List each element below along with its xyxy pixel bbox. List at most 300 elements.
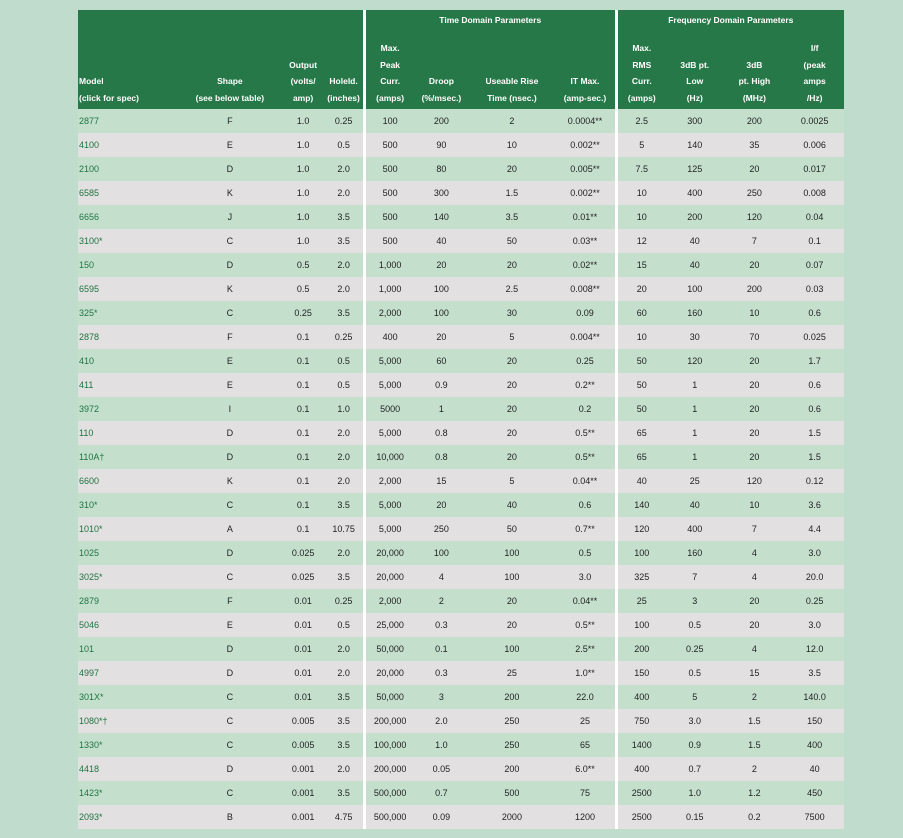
cell-model[interactable]: 6600 — [78, 469, 178, 493]
cell-rise: 20 — [469, 421, 556, 445]
cell-it: 0.002** — [555, 133, 616, 157]
cell-high: 10 — [724, 493, 786, 517]
cell-model[interactable]: 6595 — [78, 277, 178, 301]
cell-holeld: 2.0 — [324, 421, 364, 445]
cell-low: 5 — [666, 685, 724, 709]
cell-peak: 500 — [364, 205, 414, 229]
cell-peak: 100,000 — [364, 733, 414, 757]
cell-holeld: 10.75 — [324, 517, 364, 541]
cell-high: 20 — [724, 349, 786, 373]
cell-output: 0.1 — [282, 445, 324, 469]
cell-rms: 2.5 — [616, 109, 666, 133]
cell-rise: 250 — [469, 709, 556, 733]
cell-it: 0.5** — [555, 445, 616, 469]
column-header-line: (volts/ — [290, 76, 316, 86]
cell-holeld: 3.5 — [324, 565, 364, 589]
cell-high: 20 — [724, 397, 786, 421]
cell-if: 1.5 — [785, 421, 844, 445]
cell-output: 0.1 — [282, 493, 324, 517]
cell-shape: C — [178, 301, 282, 325]
cell-rms: 150 — [616, 661, 666, 685]
cell-high: 4 — [724, 541, 786, 565]
cell-low: 0.25 — [666, 637, 724, 661]
cell-high: 0.2 — [724, 805, 786, 829]
cell-shape: D — [178, 661, 282, 685]
cell-it: 0.04** — [555, 589, 616, 613]
table-row — [78, 421, 844, 445]
cell-peak: 5,000 — [364, 493, 414, 517]
cell-if: 4.4 — [785, 517, 844, 541]
table-row — [78, 805, 844, 829]
cell-low: 0.5 — [666, 661, 724, 685]
column-header-shape — [178, 30, 282, 109]
cell-model[interactable]: 1423* — [78, 781, 178, 805]
cell-shape: E — [178, 373, 282, 397]
cell-peak: 25,000 — [364, 613, 414, 637]
column-header-holeld — [324, 30, 364, 109]
table-row — [78, 349, 844, 373]
cell-rms: 40 — [616, 469, 666, 493]
cell-rms: 325 — [616, 565, 666, 589]
table-row — [78, 469, 844, 493]
cell-shape: C — [178, 709, 282, 733]
cell-rms: 100 — [616, 541, 666, 565]
cell-droop: 60 — [414, 349, 468, 373]
cell-rms: 50 — [616, 397, 666, 421]
table-row — [78, 565, 844, 589]
cell-high: 120 — [724, 205, 786, 229]
cell-output: 0.25 — [282, 301, 324, 325]
table-row — [78, 205, 844, 229]
column-header-if — [785, 30, 844, 109]
table-row — [78, 637, 844, 661]
column-header-line: amp) — [292, 92, 314, 103]
cell-rms: 400 — [616, 757, 666, 781]
group-header-frequency-domain: Frequency Domain Parameters — [616, 10, 844, 30]
cell-low: 30 — [666, 325, 724, 349]
cell-droop: 300 — [414, 181, 468, 205]
cell-droop: 20 — [414, 493, 468, 517]
cell-droop: 200 — [414, 109, 468, 133]
cell-high: 200 — [724, 109, 786, 133]
cell-rms: 100 — [616, 613, 666, 637]
cell-model[interactable]: 2879 — [78, 589, 178, 613]
cell-low: 1 — [666, 445, 724, 469]
column-header-line: Max. — [632, 43, 652, 53]
cell-if: 400 — [785, 733, 844, 757]
cell-low: 160 — [666, 541, 724, 565]
cell-it: 3.0 — [555, 565, 616, 589]
column-header-line: Model — [79, 76, 104, 86]
cell-rms: 65 — [616, 421, 666, 445]
cell-output: 0.01 — [282, 613, 324, 637]
cell-model[interactable]: 310* — [78, 493, 178, 517]
column-header-line: 3dB pt. — [680, 59, 710, 70]
cell-high: 1.2 — [724, 781, 786, 805]
cell-rise: 100 — [469, 541, 556, 565]
cell-model[interactable]: 325* — [78, 301, 178, 325]
cell-shape: C — [178, 229, 282, 253]
cell-it: 65 — [555, 733, 616, 757]
cell-output: 0.1 — [282, 325, 324, 349]
cell-if: 0.6 — [785, 397, 844, 421]
current-monitor-spec-table — [78, 10, 844, 829]
cell-peak: 50,000 — [364, 637, 414, 661]
cell-if: 3.0 — [785, 541, 844, 565]
cell-droop: 100 — [414, 541, 468, 565]
cell-model[interactable]: 5046 — [78, 613, 178, 637]
cell-rms: 200 — [616, 637, 666, 661]
cell-model[interactable]: 2093* — [78, 805, 178, 829]
cell-model[interactable]: 150 — [78, 253, 178, 277]
cell-low: 0.5 — [666, 613, 724, 637]
cell-holeld: 0.5 — [324, 373, 364, 397]
cell-droop: 250 — [414, 517, 468, 541]
cell-rise: 20 — [469, 397, 556, 421]
column-header-line: (amp-sec.) — [563, 92, 607, 103]
cell-rise: 20 — [469, 589, 556, 613]
cell-rms: 140 — [616, 493, 666, 517]
table-row — [78, 685, 844, 709]
cell-low: 400 — [666, 517, 724, 541]
cell-it: 0.25 — [555, 349, 616, 373]
cell-model[interactable]: 3972 — [78, 397, 178, 421]
table-row — [78, 181, 844, 205]
cell-peak: 500 — [364, 157, 414, 181]
cell-holeld: 2.0 — [324, 157, 364, 181]
cell-it: 0.0004** — [555, 109, 616, 133]
cell-holeld: 3.5 — [324, 205, 364, 229]
cell-if: 450 — [785, 781, 844, 805]
column-header-line: /Hz) — [806, 92, 823, 103]
cell-it: 0.6 — [555, 493, 616, 517]
cell-shape: C — [178, 685, 282, 709]
cell-it: 0.04** — [555, 469, 616, 493]
cell-output: 0.1 — [282, 349, 324, 373]
cell-droop: 4 — [414, 565, 468, 589]
cell-model[interactable]: 110A† — [78, 445, 178, 469]
cell-peak: 500,000 — [364, 781, 414, 805]
cell-if: 0.0025 — [785, 109, 844, 133]
cell-model[interactable]: 2100 — [78, 157, 178, 181]
cell-shape: E — [178, 613, 282, 637]
cell-peak: 500,000 — [364, 805, 414, 829]
cell-rms: 50 — [616, 373, 666, 397]
cell-model[interactable]: 1025 — [78, 541, 178, 565]
cell-model[interactable]: 1330* — [78, 733, 178, 757]
cell-low: 100 — [666, 277, 724, 301]
cell-high: 10 — [724, 301, 786, 325]
cell-rise: 25 — [469, 661, 556, 685]
cell-it: 0.005** — [555, 157, 616, 181]
column-header-line: amps — [803, 76, 826, 86]
cell-model[interactable]: 4997 — [78, 661, 178, 685]
cell-it: 0.7** — [555, 517, 616, 541]
cell-holeld: 0.5 — [324, 133, 364, 157]
cell-peak: 500 — [364, 181, 414, 205]
cell-if: 7500 — [785, 805, 844, 829]
cell-rms: 10 — [616, 325, 666, 349]
cell-output: 1.0 — [282, 109, 324, 133]
cell-output: 0.01 — [282, 637, 324, 661]
column-header-line: Curr. — [380, 76, 401, 86]
cell-droop: 15 — [414, 469, 468, 493]
cell-low: 7 — [666, 565, 724, 589]
cell-if: 0.017 — [785, 157, 844, 181]
cell-model[interactable]: 1080*† — [78, 709, 178, 733]
cell-holeld: 2.0 — [324, 445, 364, 469]
cell-holeld: 0.5 — [324, 613, 364, 637]
cell-rms: 7.5 — [616, 157, 666, 181]
cell-it: 6.0** — [555, 757, 616, 781]
cell-peak: 200,000 — [364, 757, 414, 781]
cell-high: 35 — [724, 133, 786, 157]
cell-model[interactable]: 4100 — [78, 133, 178, 157]
table-row — [78, 229, 844, 253]
cell-model[interactable]: 1010* — [78, 517, 178, 541]
column-header-line: (click for spec) — [79, 92, 139, 103]
cell-output: 1.0 — [282, 229, 324, 253]
cell-it: 25 — [555, 709, 616, 733]
cell-if: 0.008 — [785, 181, 844, 205]
column-header-line: Useable Rise — [485, 76, 539, 86]
column-header-line: (%/msec.) — [421, 92, 462, 103]
cell-rise: 40 — [469, 493, 556, 517]
cell-it: 75 — [555, 781, 616, 805]
column-header-high — [724, 30, 786, 109]
cell-rise: 50 — [469, 517, 556, 541]
cell-it: 22.0 — [555, 685, 616, 709]
cell-peak: 1,000 — [364, 253, 414, 277]
cell-it: 0.03** — [555, 229, 616, 253]
cell-if: 0.12 — [785, 469, 844, 493]
cell-peak: 20,000 — [364, 541, 414, 565]
table-row — [78, 757, 844, 781]
cell-peak: 5,000 — [364, 349, 414, 373]
cell-rise: 20 — [469, 373, 556, 397]
cell-high: 1.5 — [724, 709, 786, 733]
cell-output: 0.001 — [282, 757, 324, 781]
cell-it: 0.02** — [555, 253, 616, 277]
cell-rms: 60 — [616, 301, 666, 325]
cell-droop: 0.8 — [414, 445, 468, 469]
column-header-line: Output — [289, 59, 318, 70]
cell-model[interactable]: 2877 — [78, 109, 178, 133]
cell-rise: 1.5 — [469, 181, 556, 205]
table-row — [78, 445, 844, 469]
cell-low: 140 — [666, 133, 724, 157]
cell-holeld: 1.0 — [324, 397, 364, 421]
cell-high: 200 — [724, 277, 786, 301]
cell-output: 0.1 — [282, 373, 324, 397]
cell-output: 0.005 — [282, 709, 324, 733]
cell-high: 7 — [724, 517, 786, 541]
cell-high: 20 — [724, 613, 786, 637]
cell-model[interactable]: 410 — [78, 349, 178, 373]
column-header-line: (MHz) — [742, 92, 766, 103]
table-row — [78, 253, 844, 277]
column-header-line: Curr. — [631, 76, 652, 86]
table-row — [78, 157, 844, 181]
cell-low: 40 — [666, 493, 724, 517]
cell-peak: 100 — [364, 109, 414, 133]
cell-holeld: 2.0 — [324, 757, 364, 781]
cell-holeld: 2.0 — [324, 637, 364, 661]
table-row — [78, 781, 844, 805]
cell-holeld: 0.5 — [324, 349, 364, 373]
cell-model[interactable]: 4418 — [78, 757, 178, 781]
cell-droop: 0.3 — [414, 613, 468, 637]
cell-shape: F — [178, 589, 282, 613]
cell-shape: E — [178, 349, 282, 373]
cell-model[interactable]: 2878 — [78, 325, 178, 349]
cell-peak: 500 — [364, 229, 414, 253]
cell-droop: 0.8 — [414, 421, 468, 445]
cell-peak: 1,000 — [364, 277, 414, 301]
column-header-line: Shape — [217, 76, 243, 86]
cell-rms: 5 — [616, 133, 666, 157]
cell-rms: 400 — [616, 685, 666, 709]
cell-if: 0.025 — [785, 325, 844, 349]
cell-low: 3 — [666, 589, 724, 613]
cell-droop: 0.05 — [414, 757, 468, 781]
column-header-line: IT Max. — [570, 76, 600, 86]
cell-peak: 2,000 — [364, 469, 414, 493]
group-header-blank — [78, 10, 364, 30]
cell-if: 0.1 — [785, 229, 844, 253]
cell-output: 0.1 — [282, 421, 324, 445]
cell-droop: 0.09 — [414, 805, 468, 829]
cell-model[interactable]: 6656 — [78, 205, 178, 229]
cell-peak: 5000 — [364, 397, 414, 421]
cell-droop: 3 — [414, 685, 468, 709]
cell-it: 0.2** — [555, 373, 616, 397]
cell-droop: 2 — [414, 589, 468, 613]
table-body — [78, 109, 844, 829]
column-header-line: Peak — [380, 59, 401, 70]
cell-rise: 20 — [469, 613, 556, 637]
table-row — [78, 709, 844, 733]
column-header-line: I/f — [810, 43, 819, 53]
cell-it: 0.004** — [555, 325, 616, 349]
cell-holeld: 2.0 — [324, 469, 364, 493]
cell-holeld: 0.25 — [324, 325, 364, 349]
cell-low: 300 — [666, 109, 724, 133]
cell-droop: 1 — [414, 397, 468, 421]
table-row — [78, 541, 844, 565]
cell-model[interactable]: 6585 — [78, 181, 178, 205]
cell-droop: 20 — [414, 325, 468, 349]
group-header-time-domain: Time Domain Parameters — [364, 10, 616, 30]
cell-it: 0.5 — [555, 541, 616, 565]
column-header-line: pt. High — [738, 76, 771, 86]
cell-high: 20 — [724, 373, 786, 397]
cell-rise: 20 — [469, 253, 556, 277]
cell-rms: 12 — [616, 229, 666, 253]
table-row — [78, 397, 844, 421]
cell-it: 0.008** — [555, 277, 616, 301]
table-row — [78, 661, 844, 685]
cell-droop: 2.0 — [414, 709, 468, 733]
column-header-line: Droop — [428, 76, 454, 86]
cell-droop: 0.9 — [414, 373, 468, 397]
table-row — [78, 277, 844, 301]
cell-rms: 2500 — [616, 805, 666, 829]
cell-low: 0.15 — [666, 805, 724, 829]
cell-high: 20 — [724, 157, 786, 181]
cell-high: 2 — [724, 685, 786, 709]
cell-holeld: 3.5 — [324, 493, 364, 517]
cell-low: 40 — [666, 253, 724, 277]
cell-rise: 50 — [469, 229, 556, 253]
cell-model[interactable]: 3100* — [78, 229, 178, 253]
cell-holeld: 2.0 — [324, 253, 364, 277]
cell-low: 1 — [666, 373, 724, 397]
cell-output: 0.1 — [282, 469, 324, 493]
cell-peak: 5,000 — [364, 373, 414, 397]
cell-model[interactable]: 3025* — [78, 565, 178, 589]
cell-low: 120 — [666, 349, 724, 373]
table-row — [78, 613, 844, 637]
cell-peak: 2,000 — [364, 301, 414, 325]
cell-peak: 200,000 — [364, 709, 414, 733]
cell-droop: 90 — [414, 133, 468, 157]
cell-low: 1.0 — [666, 781, 724, 805]
cell-rise: 2.5 — [469, 277, 556, 301]
cell-if: 0.07 — [785, 253, 844, 277]
cell-shape: D — [178, 157, 282, 181]
cell-holeld: 3.5 — [324, 781, 364, 805]
cell-rise: 200 — [469, 757, 556, 781]
cell-shape: C — [178, 493, 282, 517]
cell-it: 0.5** — [555, 421, 616, 445]
column-header-line: (amps) — [627, 92, 656, 103]
cell-model[interactable]: 101 — [78, 637, 178, 661]
cell-peak: 20,000 — [364, 661, 414, 685]
cell-rms: 15 — [616, 253, 666, 277]
cell-shape: C — [178, 565, 282, 589]
cell-low: 40 — [666, 229, 724, 253]
column-header-line: RMS — [632, 59, 652, 70]
column-header-line: Time (nsec.) — [487, 92, 537, 103]
cell-low: 160 — [666, 301, 724, 325]
column-header-droop — [414, 30, 468, 109]
cell-it: 2.5** — [555, 637, 616, 661]
cell-rms: 1400 — [616, 733, 666, 757]
cell-output: 0.001 — [282, 781, 324, 805]
cell-rms: 65 — [616, 445, 666, 469]
cell-if: 3.6 — [785, 493, 844, 517]
cell-peak: 500 — [364, 133, 414, 157]
cell-model[interactable]: 110 — [78, 421, 178, 445]
cell-rise: 100 — [469, 637, 556, 661]
cell-model[interactable]: 301X* — [78, 685, 178, 709]
cell-shape: F — [178, 109, 282, 133]
column-header-peak — [364, 30, 414, 109]
cell-model[interactable]: 411 — [78, 373, 178, 397]
cell-rms: 25 — [616, 589, 666, 613]
cell-it: 0.002** — [555, 181, 616, 205]
cell-high: 70 — [724, 325, 786, 349]
cell-high: 250 — [724, 181, 786, 205]
cell-holeld: 0.25 — [324, 109, 364, 133]
column-header-rms — [616, 30, 666, 109]
cell-high: 20 — [724, 253, 786, 277]
cell-rise: 20 — [469, 157, 556, 181]
cell-holeld: 2.0 — [324, 277, 364, 301]
cell-if: 0.6 — [785, 373, 844, 397]
cell-shape: K — [178, 469, 282, 493]
